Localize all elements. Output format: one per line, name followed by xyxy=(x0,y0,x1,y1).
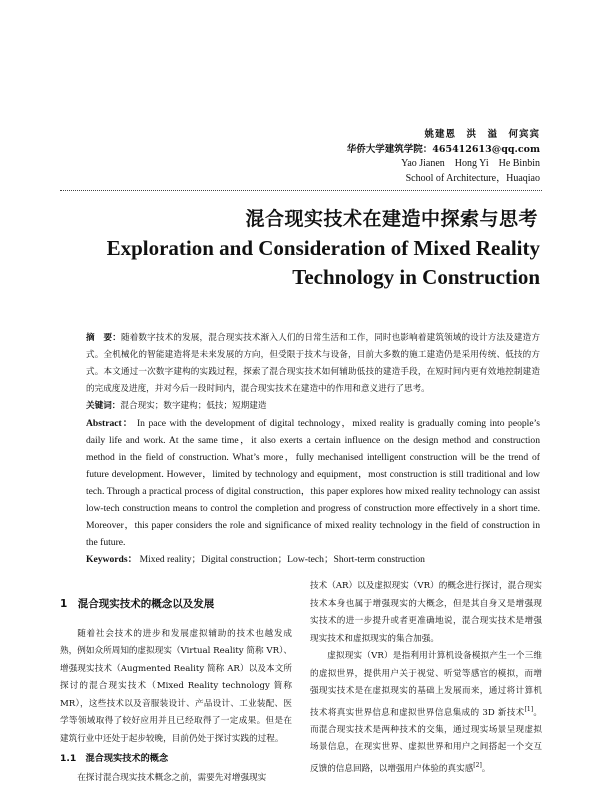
author-affiliation-en: School of Architecture，Huaqiao xyxy=(405,172,540,184)
body-left-column xyxy=(60,596,292,787)
right-paragraph-2-text: 虚拟现实（VR）是指利用计算机设备模拟产生一个三维的虚拟世界，提供用户关于视觉、听觉等感官的模拟，而增强现实技术是在虚拟现实的基础上发展而来，通过将计算机技术将真实世界信息和虚拟世界信息集成的 3D 新技术 xyxy=(310,651,542,718)
right-paragraph-2-close: 。 xyxy=(481,763,491,774)
abstract-en-label: Abstract： xyxy=(86,418,134,429)
keywords-en-label: Keywords： xyxy=(86,554,138,565)
abstract-block xyxy=(86,330,540,568)
body-right-column xyxy=(310,578,542,778)
abstract-en xyxy=(86,415,540,551)
title-en xyxy=(70,234,540,292)
title-en-line1: Exploration and Consideration of Mixed Reality xyxy=(106,236,540,260)
abstract-cn-text: 随着数字技术的发展，混合现实技术渐入人们的日常生活和工作，同时也影响着建筑领域的设计方法及建造方式。全机械化的智能建造将是未来发展的方向，但受限于技术与设备，目前大多数的施工建造仍是采用传统、低技的方式。本文通过一次数字建构的实践过程，探索了混合现实技术如何辅助低技的建造手段，在短时间内更有效地控制建造的完成度及进度，并对今后一段时间内，混合现实技术在建造中的作用和意义进行了思考。 xyxy=(86,333,540,394)
keywords-en-text: Mixed reality；Digital construction；Low-tech；Short-term construction xyxy=(139,554,425,565)
subsection-1-1-paragraph: 在探讨混合现实技术概念之前，需要先对增强现实 xyxy=(77,772,267,783)
keywords-en xyxy=(86,551,540,568)
section-1-paragraph: 随着社会技术的进步和发展虚拟辅助的技术也越发成熟，例如众所周知的虚拟现实（Virtual Reality 简称 VR）、增强现实技术（Augmented Reality 简称 AR）以及本文所探讨的混合现实技术（Mixed Reality technology 简称 MR），这些技术以及音服装设计、产品设计、工业装配、医学等领域取得了较好应用并且已经取得了一定成果。但是在建筑行业中还处于起步较晚，目前仍处于探讨实践的过程。 xyxy=(60,628,292,744)
section-1-heading: 1 混合现实技术的概念以及发展 xyxy=(60,598,215,610)
title-en-line2: Technology in Construction xyxy=(292,265,540,289)
right-paragraph-2-continued: 。而混合现实技术是两种技术的交集，通过现实场景呈现虚拟场景信息，在现实世界、虚拟世界和用户之间搭起一个交互反馈的信息回路，以增强用户体验的真实感 xyxy=(310,707,542,774)
abstract-cn xyxy=(86,330,540,398)
keywords-cn-label: 关键词： xyxy=(86,401,121,411)
right-paragraph-2 xyxy=(310,648,542,778)
author-block xyxy=(347,128,540,186)
author-affiliation-cn: 华侨大学建筑学院：465412613@qq.com xyxy=(346,143,540,155)
right-paragraph-1: 技术（AR）以及虚拟现实（VR）的概念进行探讨，混合现实技术本身也属于增强现实的大概念，但是其自身又是增强现实技术的进一步提升或者更准确地说，混合现实技术是增强现实技术和虚拟现实的集合加强。 xyxy=(310,581,542,644)
author-names-cn: 姚建恩 洪 溢 何宾宾 xyxy=(424,129,540,140)
author-names-en: Yao Jianen Hong Yi He Binbin xyxy=(401,158,540,169)
citation-2: [2] xyxy=(473,761,482,769)
abstract-en-text: In pace with the development of digital technology，mixed reality is gradually coming into people’s daily life and work. At the same time，it also exerts a certain influence on the design method and construction method in the field of construction. What’s more，fully mechanised intelligent construction will be the trend of future development. However，limited by technology and equipment，most construction is still traditional and low tech. Through a practical process of digital construction，this paper explores how mixed reality technology can assist low-tech construction means to control the completion and progress of construction more effectively in a short time. Moreover，this paper considers the role and significance of mixed reality technology in the field of construction in the future. xyxy=(86,418,540,548)
header-divider xyxy=(60,190,542,191)
title-cn: 混合现实技术在建造中探索与思考 xyxy=(245,208,538,230)
abstract-cn-label: 摘 要： xyxy=(86,333,121,343)
subsection-1-1-heading: 1.1 混合现实技术的概念 xyxy=(60,753,169,764)
keywords-cn-text: 混合现实；数字建构；低技；短期建造 xyxy=(120,401,267,411)
keywords-cn xyxy=(86,398,540,415)
citation-1: [1] xyxy=(524,705,534,713)
